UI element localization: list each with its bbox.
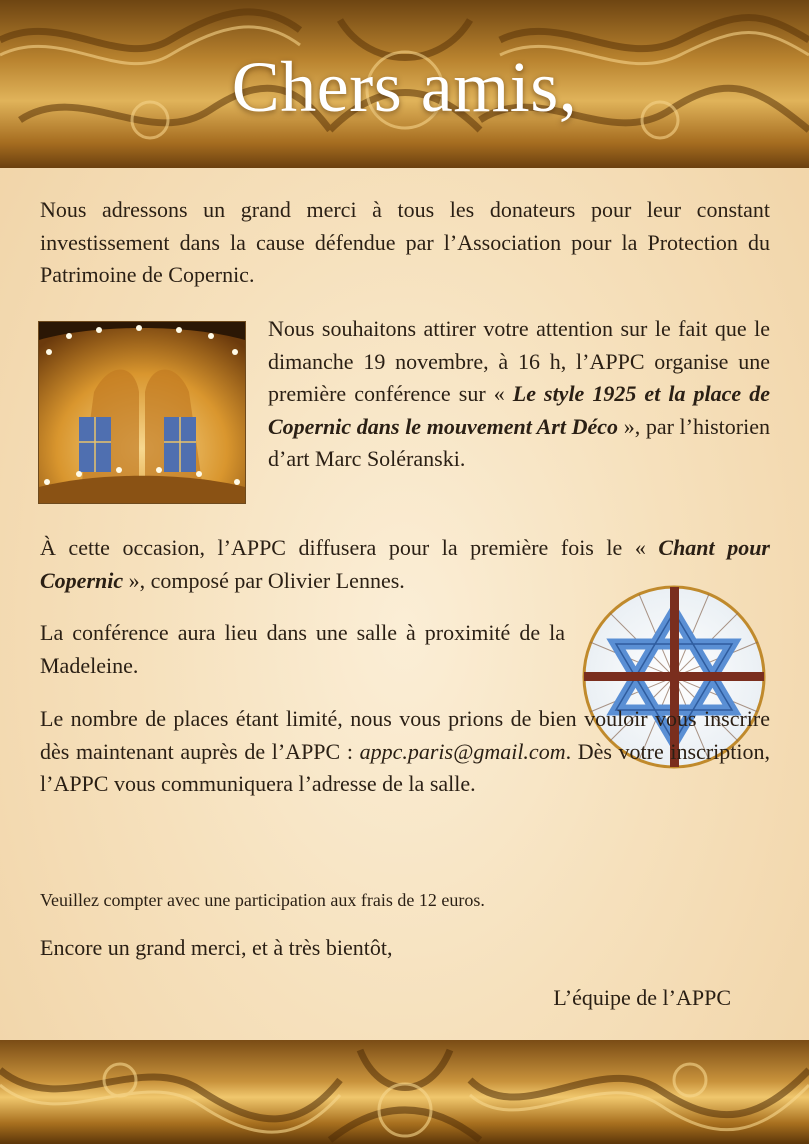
chant-text-after: », composé par Olivier Lennes. [123, 567, 405, 593]
contact-email-link[interactable]: appc.paris@gmail.com [359, 738, 566, 764]
conference-title: Le style 1925 et la place de Copernic dans le mouvement Art Déco [268, 381, 770, 439]
registration-text-before: Le nombre de places étant limité, nous vous prions de bien vouloir vous inscrire dès maintenant auprès de l’APPC : [40, 706, 770, 764]
signature: L’équipe de l’APPC [553, 985, 731, 1010]
venue-paragraph: La conférence aura lieu dans une salle à proximité de la Madeleine. [40, 620, 565, 678]
closing-line: Encore un grand merci, et à très bientôt, [40, 935, 393, 960]
chant-title: Chant pour Copernic [40, 535, 770, 593]
chant-text-before: À cette occasion, l’APPC diffusera pour la première fois le « [40, 535, 659, 560]
conference-text-after: », par l’historien d’art Marc Soléranski. [268, 413, 770, 471]
dome-photo [38, 321, 246, 504]
conference-text-before: Nous souhaitons attirer votre attention sur le fait que le dimanche 19 novembre, à 16 h, l’APPC organise une première conférence sur « [268, 316, 770, 406]
registration-paragraph [40, 703, 770, 801]
bottom-ornament-carving [0, 1040, 809, 1144]
conference-paragraph [268, 313, 770, 476]
fee-note: Veuillez compter avec une participation aux frais de 12 euros. [40, 890, 485, 910]
registration-text-after: . Dès votre inscription, l’APPC vous communiquera l’adresse de la salle. [40, 738, 770, 796]
bottom-ornament-band [0, 1040, 809, 1144]
page-title: Chers amis, [231, 47, 578, 127]
intro-paragraph: Nous adressons un grand merci à tous les donateurs pour leur constant investissement dans la cause défendue par l’Association pour la Protection du Patrimoine de Copernic. [40, 197, 770, 287]
